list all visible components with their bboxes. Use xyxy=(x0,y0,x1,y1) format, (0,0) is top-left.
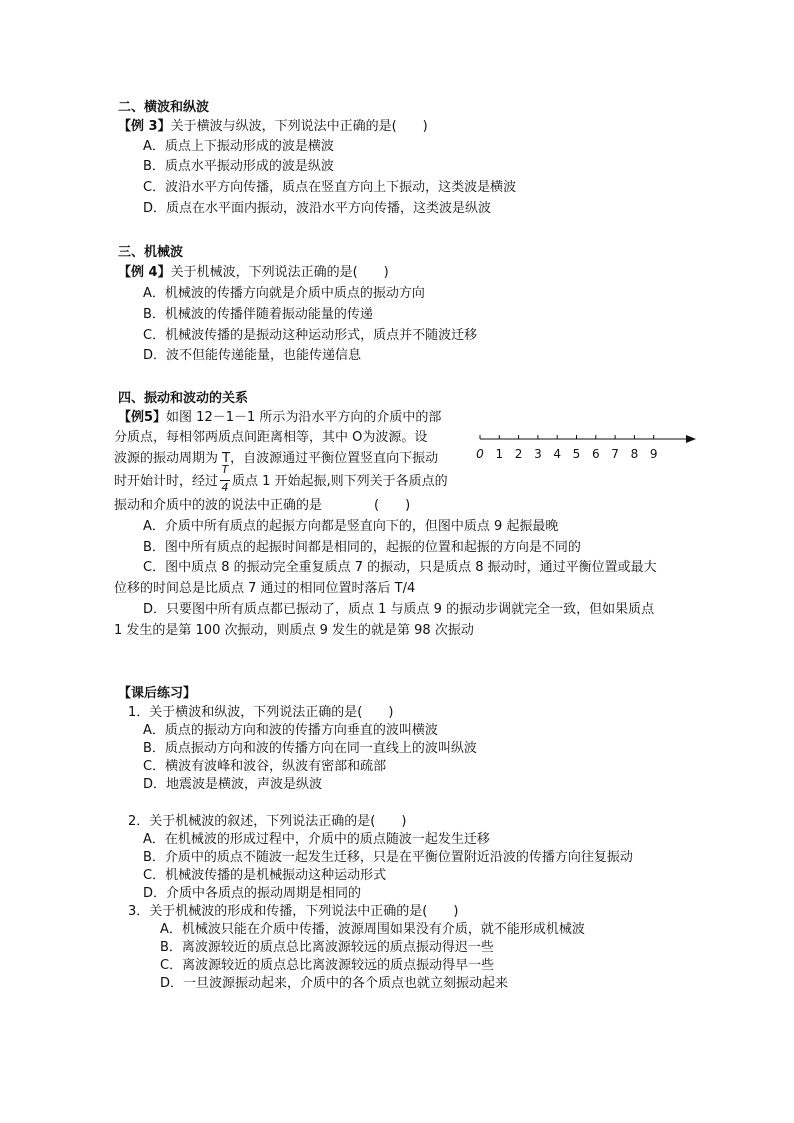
practice-q3-option-b: B．离波源较近的质点总比离波源较远的质点振动得迟一些 xyxy=(160,940,494,955)
period-fraction xyxy=(218,463,232,494)
practice-title: 【课后练习】 xyxy=(118,686,197,701)
practice-q3-option-a: A．机械波只能在介质中传播，波源周围如果没有介质，就不能形成机械波 xyxy=(160,922,585,937)
practice-q3-option-c: C．离波源较近的质点总比离波源较远的质点振动得早一些 xyxy=(160,958,495,973)
example-3-option-b: B．质点水平振动形成的波是纵波 xyxy=(143,159,334,174)
axis-label-6: 6 xyxy=(591,447,600,461)
example-5-option-a: A．介质中所有质点的起振方向都是竖直向下的，但图中质点 9 起振最晚 xyxy=(143,519,559,534)
example-4-question xyxy=(118,264,389,282)
example-5-option-c-cont: 位移的时间总是比质点 7 通过的相同位置时落后 T/4 xyxy=(114,581,416,596)
example-5-option-c: C．图中质点 8 的振动完全重复质点 7 的振动，只是质点 8 振动时，通过平衡位置或最大 xyxy=(143,560,657,575)
practice-q2-question: 2．关于机械波的叙述，下列说法正确的是( ) xyxy=(128,814,407,829)
axis-label-7: 7 xyxy=(611,447,619,461)
practice-q2-option-c: C．机械波传播的是机械振动这种运动形式 xyxy=(143,868,387,883)
practice-q1-option-a: A．质点的振动方向和波的传播方向垂直的波叫横波 xyxy=(143,723,438,738)
axis-arrow-icon xyxy=(686,435,696,443)
section-3-title: 三、机械波 xyxy=(118,245,184,260)
example-4-option-a: A．机械波的传播方向就是介质中质点的振动方向 xyxy=(143,286,425,301)
practice-q2-option-d: D．介质中各质点的振动周期是相同的 xyxy=(143,886,362,901)
axis-label-4: 4 xyxy=(553,447,562,461)
example-5-line-4 xyxy=(114,463,448,494)
example-5-option-b: B．图中所有质点的起振时间都是相同的，起振的位置和起振的方向是不同的 xyxy=(143,540,581,555)
example-3-option-c: C．波沿水平方向传播，质点在竖直方向上下振动，这类波是横波 xyxy=(143,180,517,195)
example-5-label: 【例5】 xyxy=(118,410,167,425)
example-4-option-b: B．机械波的传播伴随着振动能量的传递 xyxy=(143,307,373,322)
example-3-option-a: A．质点上下振动形成的波是横波 xyxy=(143,139,334,154)
example-5-line-2: 分质点，每相邻两质点间距离相等，其中 O为波源。设 xyxy=(114,430,428,445)
axis-label-8: 8 xyxy=(630,447,639,461)
example-3-option-d: D．质点在水平面内振动，波沿水平方向传播，这类波是纵波 xyxy=(143,201,492,216)
practice-q3-option-d: D．一旦波源振动起来，介质中的各个质点也就立刻振动起来 xyxy=(160,976,509,991)
axis-label-1: 1 xyxy=(495,447,504,461)
section-4-title: 四、振动和波动的关系 xyxy=(118,391,249,406)
practice-q1-option-d: D．地震波是横波，声波是纵波 xyxy=(143,777,323,792)
practice-q2-option-b: B．介质中的质点不随波一起发生迁移，只是在平衡位置附近沿波的传播方向往复振动 xyxy=(143,850,633,865)
practice-q1-option-c: C．横波有波峰和波谷，纵波有密部和疏部 xyxy=(143,759,387,774)
fraction-numerator: T xyxy=(221,463,229,476)
axis-label-0: 0 xyxy=(476,447,484,461)
example-3-label: 【例 3】 xyxy=(118,119,171,134)
example-5-option-d: D．只要图中所有质点都已振动了，质点 1 与质点 9 的振动步调就完全一致，但如果质点 xyxy=(143,602,655,617)
axis-label-2: 2 xyxy=(514,447,523,461)
practice-q3-question: 3．关于机械波的形成和传播，下列说法中正确的是( ) xyxy=(128,904,459,919)
example-4-stem: 关于机械波，下列说法正确的是( ) xyxy=(170,265,389,280)
example-5-stem-4b: 质点 1 开始起振,则下列关于各质点的 xyxy=(232,474,448,489)
example-5-stem-4a: 时开始计时，经过 xyxy=(114,474,219,489)
axis-label-5: 5 xyxy=(572,447,581,461)
example-4-option-d: D．波不但能传递能量，也能传递信息 xyxy=(143,348,362,363)
example-5-line-1 xyxy=(118,409,441,427)
practice-q1-option-b: B．质点振动方向和波的传播方向在同一直线上的波叫纵波 xyxy=(143,741,477,756)
example-4-option-c: C．机械波传播的是振动这种运动形式，质点并不随波迁移 xyxy=(143,328,478,343)
example-5-stem-1: 如图 12－1－1 所示为沿水平方向的介质中的部 xyxy=(166,410,442,425)
particle-axis-figure xyxy=(472,430,702,462)
example-4-label: 【例 4】 xyxy=(118,265,171,280)
example-5-line-3: 波源的振动周期为 T，自波源通过平衡位置竖直向下振动 xyxy=(114,451,439,466)
example-3-stem: 关于横波与纵波，下列说法中正确的是( ) xyxy=(170,119,428,134)
example-3-question xyxy=(118,118,428,136)
axis-label-9: 9 xyxy=(649,447,658,461)
practice-q1-question: 1．关于横波和纵波，下列说法正确的是( ) xyxy=(128,705,394,720)
axis-label-3: 3 xyxy=(534,447,542,461)
section-2-title: 二、横波和纵波 xyxy=(118,100,210,115)
example-5-line-5: 振动和介质中的波的说法中正确的是 ( ) xyxy=(114,498,411,513)
example-5-option-d-cont: 1 发生的是第 100 次振动，则质点 9 发生的就是第 98 次振动 xyxy=(114,623,474,638)
fraction-denominator: 4 xyxy=(221,481,229,494)
practice-q2-option-a: A．在机械波的形成过程中，介质中的质点随波一起发生迁移 xyxy=(143,832,490,847)
